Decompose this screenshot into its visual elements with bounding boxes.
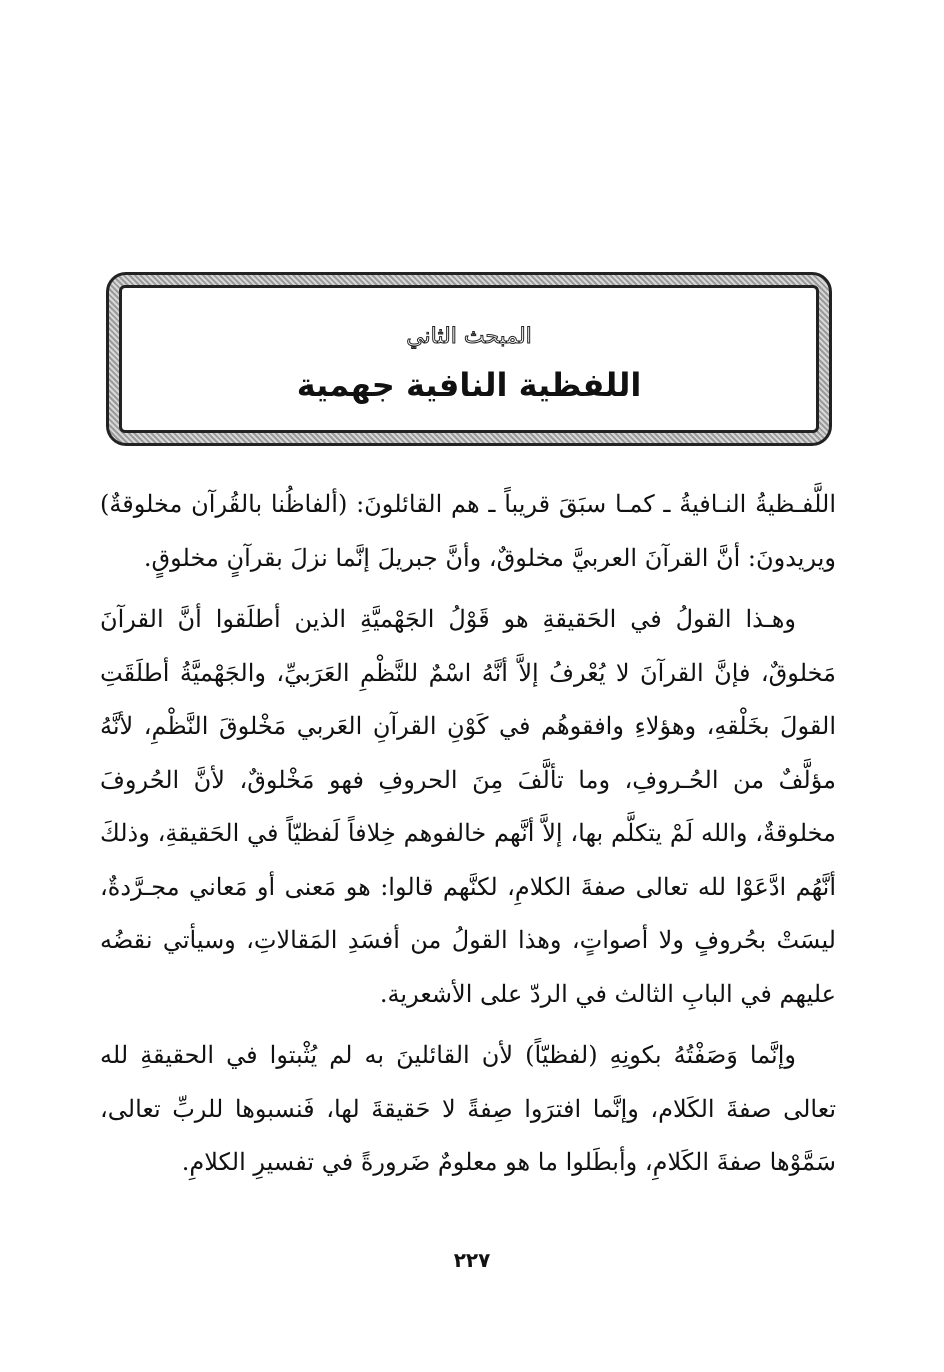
paragraph-1: اللَّفـظيةُ النـافيةُ ـ كمـا سبَقَ قريباً ـ هم القائلونَ: (ألفاظُنا بالقُرآن مخلوقةٌ) ويريدونَ: أنَّ القرآنَ العربيَّ مخلوقٌ، وأنَّ جبريلَ إنَّما نزلَ بقرآنٍ مخلوقٍ. bbox=[100, 490, 836, 572]
section-header-frame bbox=[106, 272, 832, 446]
section-title: اللفظية النافية جهمية bbox=[296, 366, 642, 404]
body-text bbox=[100, 478, 836, 1198]
paragraph-3: وإنَّما وَصَفْتُهُ بكونِهِ (لفظيّاً) لأن القائلينَ به لم يُثْبتوا في الحقيقةِ لله تعالى صفةَ الكَلام، وإنَّما افترَوا صِفةً لا حَقيقةَ لها، فَنسبوها للربِّ تعالى، سَمَّوْها صفةَ الكَلامِ، وأبطَلوا ما هو معلومٌ ضَرورةً في تفسيرِ الكلامِ. bbox=[100, 1041, 836, 1176]
section-header-inner bbox=[119, 285, 819, 433]
paragraph-2: وهـذا القولُ في الحَقيقةِ هو قَوْلُ الجَهْميَّةِ الذين أطلَقوا أنَّ القرآنَ مَخلوقٌ، فإنَّ القرآنَ لا يُعْرفُ إلاَّ أنَّهُ اسْمٌ للنَّظْمِ العَرَبيِّ، والجَهْميَّةُ أطلَقَتِ القولَ بخَلْقهِ، وهؤلاءِ وافقوهُم في كَوْنِ القرآنِ العَربي مَخْلوقَ النَّظْمِ، لأنَّهُ مؤلَّفٌ من الحُـروفِ، وما تألَّفَ مِنَ الحروفِ فهو مَخْلوقٌ، لأنَّ الحُروفَ مخلوقةٌ، والله لَمْ يتكلَّم بها، إلاَّ أنَّهم خالفوهم خِلافاً لَفظيّاً في الحَقيقةِ، وذلكَ أنَّهُم ادَّعَوْا لله تعالى صفةَ الكلامِ، لكنَّهم قالوا: هو مَعنى أو مَعاني مجـرَّدةٌ، ليسَتْ بحُروفٍ ولا أصواتٍ، وهذا القولُ من أفسَدِ المَقالاتِ، وسيأتي نقضُه عليهم في البابِ الثالث في الردّ على الأشعرية. bbox=[100, 605, 836, 1008]
section-label: المبحث الثاني bbox=[406, 324, 532, 349]
page-number: ٢٢٧ bbox=[453, 1248, 491, 1272]
